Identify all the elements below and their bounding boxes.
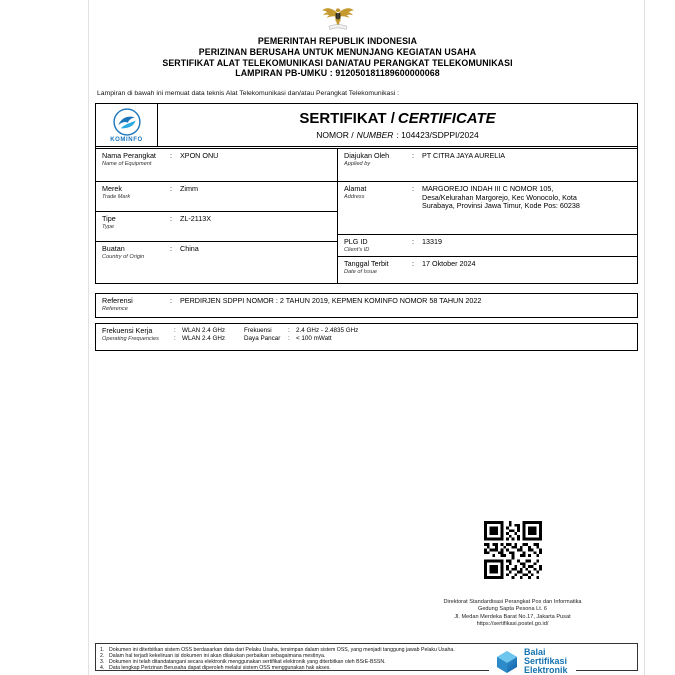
page-edge-right [644,0,645,675]
frekuensi-box [95,323,638,351]
note-number: 4. [100,664,105,671]
header-line2: PERIZINAN BERUSAHA UNTUK MENUNJANG KEGIATAN USAHA [198,46,477,57]
field-value: PT CITRA JAYA AURELIA [422,151,506,160]
field-row-nama-perangkat [96,149,337,182]
document-header [0,5,675,79]
field-row-diajukan-oleh [338,149,637,182]
field-sublabel: Applied by [344,160,371,167]
field-label: Merek [102,184,122,193]
colon: : [412,259,414,268]
field-label: Frekuensi Kerja [102,326,153,335]
colon: : [174,334,176,342]
field-row-buatan [96,242,337,283]
field-row-alamat [338,182,637,235]
wlan-value: WLAN 2.4 GHz [182,334,226,342]
qr-code [484,521,542,584]
field-sublabel: Operating Frequencies [102,335,159,342]
field-sublabel: Reference [102,305,128,312]
intro-text: Lampiran di bawah ini memuat data teknis Alat Telekomunikasi dan/atau Perangkat Telekomunikasi : [97,90,400,97]
field-row-tanggal-terbit [338,257,637,283]
fields-column-right [338,149,637,283]
kominfo-logo-label: KOMINFO [110,136,143,143]
colon: : [170,296,172,305]
field-value: MARGOREJO INDAH III C NOMOR 105, Desa/Kelurahan Margorejo, Kec Wonocolo, Kota Surabaya, Provinsi Jawa Timur, Kode Pos: 60238 [422,184,580,210]
field-label: Alamat [344,184,367,193]
certificate-title-row [96,104,637,149]
field-sublabel: Address [344,193,365,200]
note-number: 1. [100,646,105,653]
certificate-title [158,110,637,127]
note-text: Dalam hal terjadi kekeliruan isi dokumen ini akan dilakukan perbaikan sebagaimana mestinya. [109,652,326,659]
referensi-box [95,293,638,318]
note-text: Data lengkap Perizinan Berusaha dapat diperoleh melalui sistem OSS menggunakan hak akses. [109,664,331,671]
colon: : [288,334,290,342]
frequency-specs [244,327,633,350]
colon: : [170,184,172,193]
field-sublabel: Date of Issue [344,268,377,275]
kominfo-logo-cell [96,104,158,146]
referensi-value: PERDIRJEN SDPPI NOMOR : 2 TAHUN 2019, KEPMEN KOMINFO NOMOR 58 TAHUN 2022 [180,296,482,305]
bsre-line2: Sertifikasi [524,656,568,667]
field-row-plg-id [338,235,637,257]
bsre-logo-icon [495,650,519,674]
certificate-box [95,103,638,284]
colon: : [412,151,414,160]
field-label: Buatan [102,244,125,253]
certificate-title-cell [158,104,637,146]
issuer-address [400,599,625,629]
field-sublabel: Type [102,223,115,230]
field-label: Tipe [102,214,116,223]
spec-label: Daya Pancar [244,334,281,342]
wlan-list [174,327,244,350]
field-label: Diajukan Oleh [344,151,390,160]
field-label: Tanggal Terbit [344,259,389,268]
field-row-merek [96,182,337,212]
note-number: 2. [100,652,105,659]
colon: : [170,244,172,253]
spec-label: Frekuensi [244,327,272,334]
page-edge-left [88,0,89,675]
field-sublabel: Country of Origin [102,253,145,260]
note-number: 3. [100,658,105,665]
field-value: 17 Oktober 2024 [422,259,476,268]
field-value: China [180,244,199,253]
field-value: 13319 [422,237,442,246]
header-line3: SERTIFIKAT ALAT TELEKOMUNIKASI DAN/ATAU PERANGKAT TELEKOMUNIKASI [162,57,513,68]
colon: : [412,184,414,193]
note-text: Dokumen ini telah ditandatangani secara elektronik menggunakan sertifikat elektronik yang diterbitkan oleh BSrE-BSSN. [109,658,386,665]
header-government: PEMERINTAH REPUBLIK INDONESIA [257,36,418,46]
number-label-en: NUMBER [356,130,394,140]
number-label-id: NOMOR / [316,130,354,140]
header-pbumku: LAMPIRAN PB-UMKU : 912050181189600000068 [235,68,440,79]
field-label: PLG ID [344,237,368,246]
field-label: Nama Perangkat [102,151,156,160]
bsre-logo-text [524,648,568,675]
issuer-url: https://sertifikasi.postel.go.id/ [476,621,549,628]
issuer-address-line: Gedung Sapta Pesona Lt. 6 [477,606,548,613]
certificate-number [158,130,637,140]
field-value: Zimm [180,184,198,193]
note-text: Dokumen ini diterbitkan sistem OSS berdasarkan data dari Pelaku Usaha, tersimpan dalam sistem OSS, yang menjadi tanggung jawab Pelaku Usaha. [109,646,455,653]
colon: : [412,237,414,246]
field-row-tipe [96,212,337,242]
garuda-emblem-icon [321,5,355,34]
field-label: Referensi [102,296,133,305]
field-sublabel: Trade Mark [102,193,131,200]
field-sublabel: Client's ID [344,246,370,253]
bsre-line3: Elektronik [524,665,568,675]
fields-column-left [96,149,338,283]
title-id: SERTIFIKAT / [299,110,395,127]
bsre-logo [489,646,576,675]
issuer-address-line: Jl. Medan Merdeka Barat No.17, Jakarta Pusat [454,613,571,620]
colon: : [170,214,172,223]
kominfo-logo-icon [113,108,141,136]
colon: : [174,327,176,334]
spec-value: 2.4 GHz - 2.4835 GHz [296,327,359,334]
field-value: XPON ONU [180,151,219,160]
wlan-value: WLAN 2.4 GHz [182,327,226,334]
spec-value: < 100 mWatt [296,334,332,342]
title-en: CERTIFICATE [397,110,496,127]
issuer-address-line: Direktorat Standardisasi Perangkat Pos dan Informatika [443,599,582,605]
colon: : [288,327,290,334]
number-value: : 104423/SDPPI/2024 [396,130,479,140]
field-value: ZL-2113X [180,214,212,223]
colon: : [170,151,172,160]
bsre-line1: Balai [524,647,546,657]
field-sublabel: Name of Equipment [102,160,152,167]
certificate-fields [96,149,637,283]
